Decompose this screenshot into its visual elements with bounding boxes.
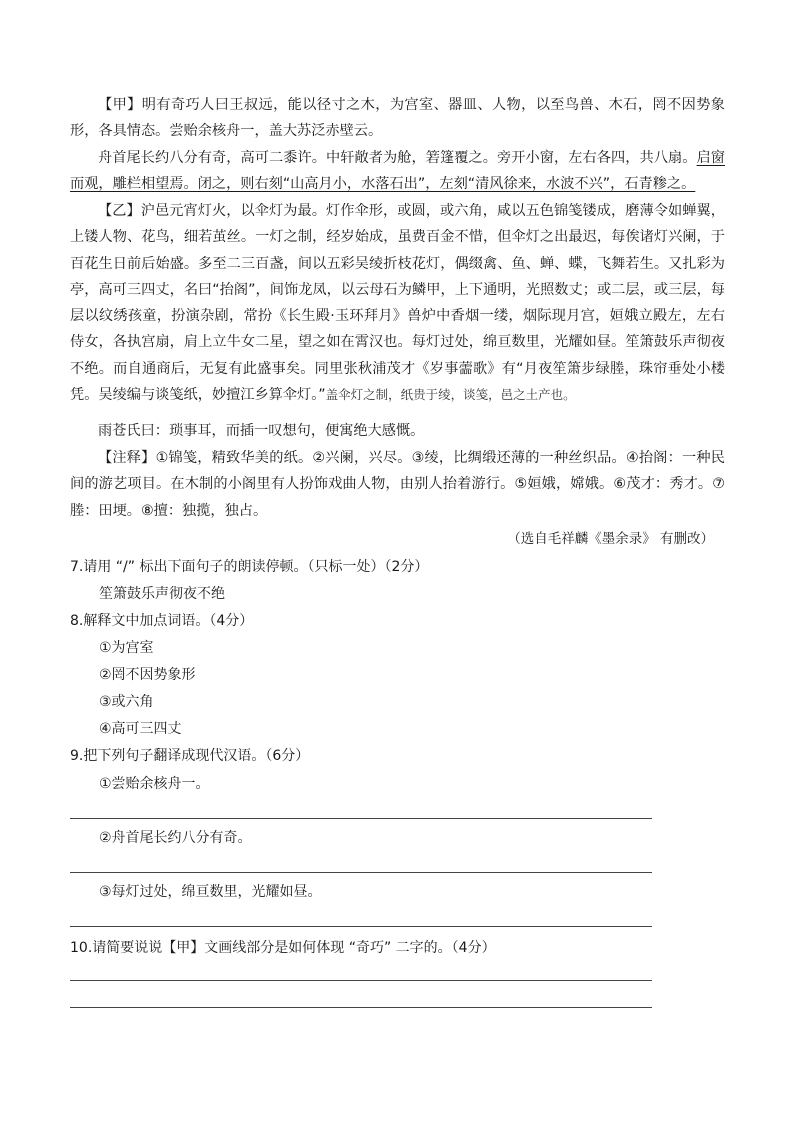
passage-jia-paragraph-2 <box>70 145 725 198</box>
question-9-item: ③每灯过处，绵亘数里，光耀如昼。 <box>99 884 322 900</box>
question-7-sentence: 笙箫鼓乐声彻夜不绝 <box>99 586 225 602</box>
answer-line[interactable] <box>70 926 652 927</box>
answer-line[interactable] <box>70 1007 652 1008</box>
underlined-passage: 启窗而观，雕栏相望焉。闭之，则右刻“山高月小，水落石出”，左刻“清风徐来，水波不兴”，石青糁之。 <box>70 150 725 193</box>
comment-text: 雨苍氏曰：琐事耳，而插一叹想句，便寓绝大感慨。 <box>98 423 425 439</box>
question-10-title: 10.请简要说说【甲】文画线部分是如何体现 “奇巧” 二字的。（4分） <box>70 940 496 956</box>
passage-jia-tag: 【甲】 <box>98 97 142 113</box>
question-8-item: ②罔不因势象形 <box>99 667 196 683</box>
answer-line[interactable] <box>70 818 652 819</box>
question-8-item: ③或六角 <box>99 694 154 710</box>
question-9-item: ②舟首尾长约八分有奇。 <box>99 830 252 846</box>
question-8-item: ④高可三四丈 <box>99 721 182 737</box>
question-9-item: ①尝贻余核舟一。 <box>99 776 210 792</box>
passage-jia2-text: 舟首尾长约八分有奇，高可二黍许。中轩敞者为舱，箬篷覆之。旁开小窗，左右各四，共八扇。 <box>98 150 697 166</box>
passage-jia-paragraph-1 <box>70 92 725 145</box>
source-citation: （选自毛祥麟《墨余录》 有删改） <box>507 531 714 547</box>
question-8-title: 8.解释文中加点词语。（4分） <box>70 613 254 629</box>
annotation-paragraph <box>70 445 725 524</box>
passage-comment <box>70 418 725 444</box>
passage-yi-small-note: 盖伞灯之制，纸贵于绫，谈笺，邑之土产也。 <box>325 387 576 403</box>
answer-line[interactable] <box>70 872 652 873</box>
annotation-text: ①锦笺，精致华美的纸。②兴阑，兴尽。③绫，比绸缎还薄的一种丝织品。④抬阁：一种民间的游艺项目。在木制的小阁里有人扮饰戏曲人物，由别人抬着游行。⑤姮娥，嫦娥。⑥茂才：秀才。⑦塍：田埂。⑧擅：独揽，独占。 <box>70 450 725 519</box>
passage-yi-tag: 【乙】 <box>98 203 141 219</box>
question-9-title: 9.把下列句子翻译成现代汉语。（6分） <box>70 748 310 764</box>
passage-yi-paragraph <box>70 198 725 408</box>
passage-yi-text: 沪邑元宵灯火，以伞灯为最。灯作伞形，或圆，或六角，咸以五色锦笺镂成，磨薄令如蝉翼，上镂人物、花鸟，细若茧丝。一灯之制，经岁始成，虽费百金不惜，但伞灯之出最迟，每俟诸灯兴阑，于百花生日前后始盛。多至二三百盏，间以五彩吴绫折枝花灯，偶缀禽、鱼、蝉、蝶，飞舞若生。又扎彩为亭，高可三四丈，名曰“抬阁”，间饰龙凤，以云母石为鳞甲，上下通明，光照数丈；或二层，或三层，每层以纹绣孩童，扮演杂剧，常扮《长生殿·玉环拜月》兽炉中香烟一缕，烟际现月宫，姮娥立殿左，左右侍女，各执宫扇，肩上立牛女二星，望之如在霄汉也。每灯过处，绵亘数里，光耀如昼。笙箫鼓乐声彻夜不绝。而自通商后，无复有此盛事矣。同里张秋浦茂才《岁事蘦歌》有“月夜笙箫步绿塍，珠帘垂处小楼凭。吴绫编与谈笺纸，妙擅江乡算伞灯。” <box>70 203 725 404</box>
annotation-tag: 【注释】 <box>98 450 156 466</box>
passage-jia-text: 明有奇巧人曰王叔远，能以径寸之木，为宫室、器皿、人物，以至鸟兽、木石，罔不因势象形，各具情态。尝贻余核舟一，盖大苏泛赤壁云。 <box>70 97 725 140</box>
question-7-title: 7.请用 “/” 标出下面句子的朗读停顿。（只标一处）（2分） <box>70 559 429 575</box>
question-8-item: ①为宫室 <box>99 640 154 656</box>
answer-line[interactable] <box>70 980 652 981</box>
